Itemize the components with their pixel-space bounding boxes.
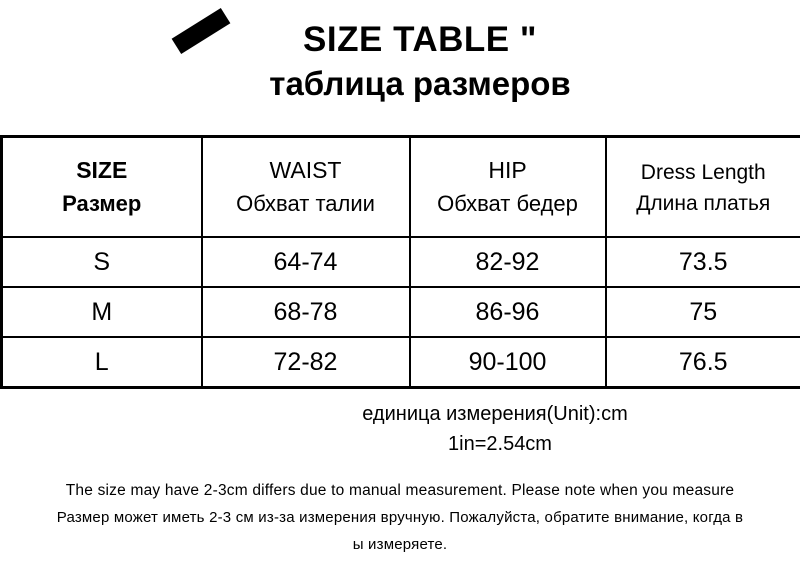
page-title-ru: таблица размеров [269,65,571,102]
disclaimer-line-ru-1: Размер может иметь 2-3 см из-за измерения вручную. Пожалуйста, обратите внимание, когда в [56,509,744,526]
cell-waist: 68-78 [202,287,410,337]
table-header-row [2,138,800,237]
disclaimer [0,477,800,558]
disclaimer-line-ru-2: ы измеряете. [352,536,448,553]
table-row [2,337,800,388]
size-table [0,138,800,389]
cell-hip: 90-100 [410,337,606,388]
unit-note-line-2: 1in=2.54cm [448,433,552,455]
cell-size: S [2,237,202,287]
chart-header [0,0,800,138]
unit-note-line-1: единица измерения(Unit):cm [362,403,628,425]
cell-dress-length: 76.5 [606,337,800,388]
page-title-en: SIZE TABLE " [303,20,537,59]
cell-waist: 64-74 [202,237,410,287]
column-header-dress-length: Dress Length Длина платья [606,138,800,237]
unit-note [0,399,800,459]
disclaimer-line-en: The size may have 2-3cm differs due to manual measurement. Please note when you measure [65,482,735,499]
column-header-hip: HIP Обхват бедер [410,138,606,237]
column-header-waist: WAIST Обхват талии [202,138,410,237]
table-row [2,237,800,287]
cell-hip: 86-96 [410,287,606,337]
cell-dress-length: 73.5 [606,237,800,287]
column-header-size: SIZE Размер [2,138,202,237]
cell-dress-length: 75 [606,287,800,337]
cell-waist: 72-82 [202,337,410,388]
cell-size: M [2,287,202,337]
table-row [2,287,800,337]
page-title [0,18,800,106]
cell-size: L [2,337,202,388]
cell-hip: 82-92 [410,237,606,287]
